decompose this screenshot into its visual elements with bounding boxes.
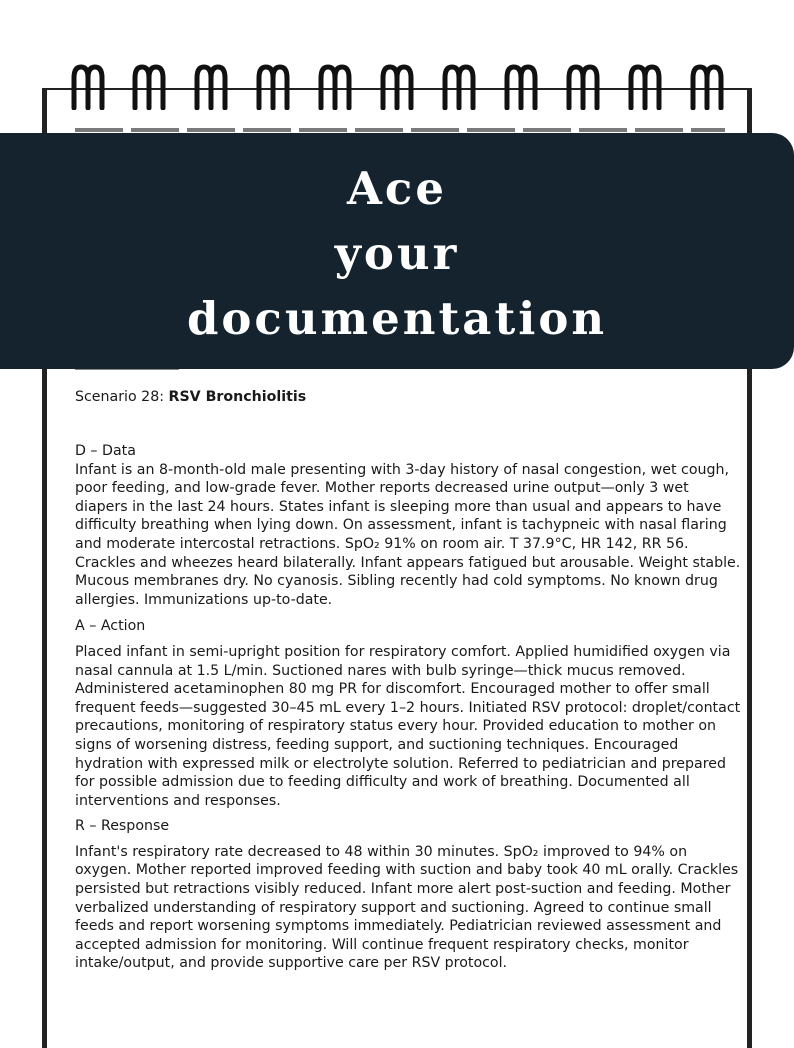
- data-heading: D – Data: [75, 443, 136, 459]
- spiral-binding: [68, 64, 728, 110]
- scenario-prefix: Scenario 28:: [75, 389, 169, 405]
- title-banner: [0, 133, 794, 369]
- banner-line-2: your: [334, 226, 460, 280]
- response-text: Infant's respiratory rate decreased to 48 within 30 minutes. SpO₂ improved to 94% on oxygen. Mother reported improved feeding with suction and baby took 40 mL orally. Crackles persisted but retractions visibly reduced. Infant more alert post-suction and feeding. Mother verbalized understanding of respiratory support and suctioning. Agreed to continue small feeds and report worsening symptoms immediately. Pediatrician reviewed assessment and accepted admission for monitoring. Will continue frequent respiratory checks, monitor intake/output, and provide supportive care per RSV protocol.: [75, 843, 739, 972]
- data-text: Infant is an 8-month-old male presenting with 3-day history of nasal congestion, wet cough, poor feeding, and low-grade fever. Mother reports decreased urine output—only 3 wet diapers in the last 24 hours. States infant is sleeping more than usual and appears to have difficulty breathing when lying down. On assessment, infant is tachypneic with nasal flaring and moderate intercostal retractions. SpO₂ 91% on room air. T 37.9°C, HR 142, RR 56. Crackles and wheezes heard bilaterally. Infant appears fatigued but arousable. Weight stable. Mucous membranes dry. No cyanosis. Sibling recently had cold symptoms. No known drug allergies. Immunizations up-to-date.: [75, 461, 741, 608]
- scenario-name: RSV Bronchiolitis: [168, 389, 307, 405]
- banner-line-1: Ace: [347, 161, 447, 215]
- banner-line-3: documentation: [186, 291, 608, 345]
- action-heading: A – Action: [75, 618, 146, 635]
- document-body: [75, 386, 743, 973]
- scenario-title: [75, 386, 743, 408]
- response-heading: R – Response: [75, 818, 170, 835]
- action-text: Placed infant in semi-upright position for respiratory comfort. Applied humidified oxygen via nasal cannula at 1.5 L/min. Suctioned nares with bulb syringe—thick mucus removed. Administered acetaminophen 80 mg PR for discomfort. Encouraged mother to offer small frequent feeds—suggested 30–45 mL every 1–2 hours. Initiated RSV protocol: droplet/contact precautions, monitoring of respiratory status every hour. Provided education to mother on signs of worsening distress, feeding support, and suctioning techniques. Encouraged hydration with expressed milk or electrolyte solution. Referred to pediatrician and prepared for possible admission due to feeding difficulty and work of breathing. Documented all interventions and responses.: [75, 643, 741, 809]
- spiral-rings-icon: [68, 64, 728, 110]
